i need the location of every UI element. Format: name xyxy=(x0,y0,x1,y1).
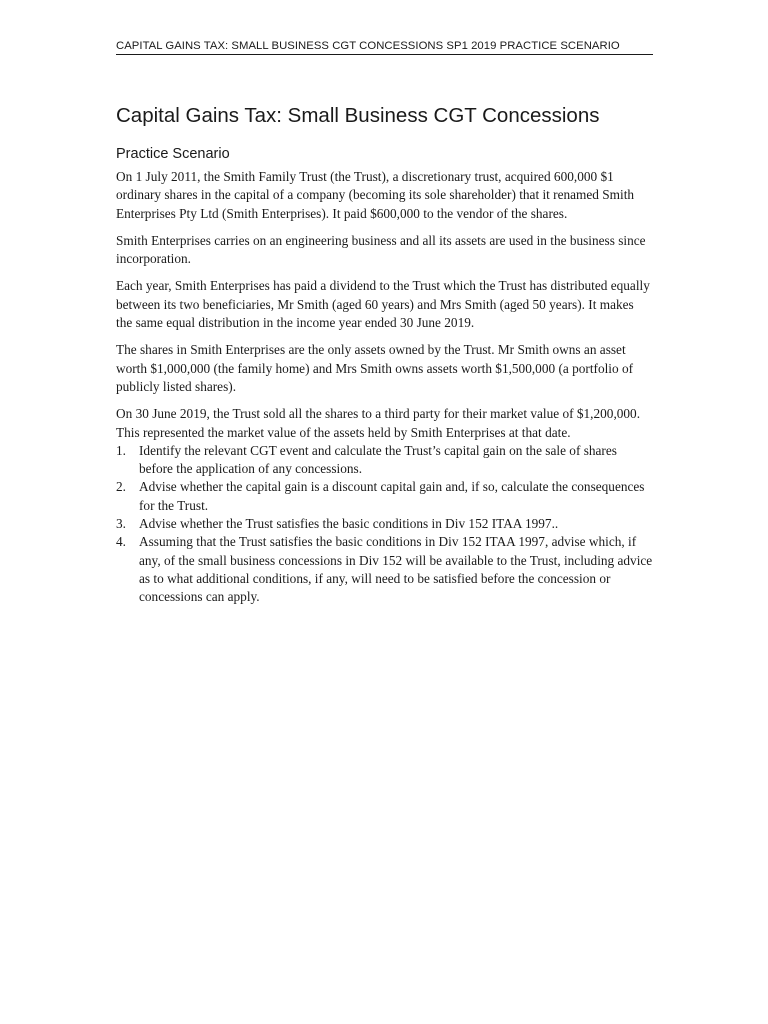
paragraph-sale: On 30 June 2019, the Trust sold all the shares to a third party for their market value of $1,200,000. This represented the market value of the assets held by Smith Enterprises at that date. xyxy=(116,406,641,440)
paragraph-dividends: Each year, Smith Enterprises has paid a dividend to the Trust which the Trust has distributed equally between its two beneficiaries, Mr Smith (aged 60 years) and Mrs Smith (aged 50 years). It makes the same equal distribution in the income year ended 30 June 2019. xyxy=(116,278,650,331)
question-number: 2. xyxy=(116,479,126,495)
question-number: 3. xyxy=(116,516,126,532)
question-item xyxy=(116,533,653,606)
paragraph-business: Smith Enterprises carries on an engineering business and all its assets are used in the business since incorporation. xyxy=(116,232,646,267)
question-list xyxy=(116,442,653,607)
document-page xyxy=(116,40,653,607)
question-item xyxy=(116,442,653,479)
question-text: Advise whether the capital gain is a discount capital gain and, if so, calculate the consequences for the Trust. xyxy=(139,479,645,513)
document-body xyxy=(116,168,653,607)
question-text: Advise whether the Trust satisfies the basic conditions in Div 152 ITAA 1997.. xyxy=(139,516,559,532)
question-item xyxy=(116,478,653,515)
document-title: Capital Gains Tax: Small Business CGT Concessions xyxy=(116,104,600,127)
question-text: Identify the relevant CGT event and calculate the Trust’s capital gain on the sale of shares before the application of any concessions. xyxy=(139,442,617,477)
question-number: 1. xyxy=(116,442,126,458)
question-number: 4. xyxy=(116,534,126,550)
document-subtitle: Practice Scenario xyxy=(116,146,230,162)
question-item xyxy=(116,515,653,533)
question-text: Assuming that the Trust satisfies the basic conditions in Div 152 ITAA 1997, advise which, if any, of the small business concessions in Div 152 will be available to the Trust, including advice as to what additional conditions, if any, will need to be satisfied before the concession or concessions can apply. xyxy=(139,534,653,605)
running-header: CAPITAL GAINS TAX: SMALL BUSINESS CGT CONCESSIONS SP1 2019 PRACTICE SCENARIO xyxy=(116,40,653,55)
paragraph-assets: The shares in Smith Enterprises are the only assets owned by the Trust. Mr Smith owns an asset worth $1,000,000 (the family home) and Mrs Smith owns assets worth $1,500,000 (a portfolio of publicly listed shares). xyxy=(116,342,634,394)
paragraph-acquisition: On 1 July 2011, the Smith Family Trust (the Trust), a discretionary trust, acquired 600,000 $1 ordinary shares in the capital of a company (becoming its sole shareholder) that it renamed Smith Enterprises Pty Ltd (Smith Enterprises). It paid $600,000 to the vendor of the shares. xyxy=(116,169,635,221)
